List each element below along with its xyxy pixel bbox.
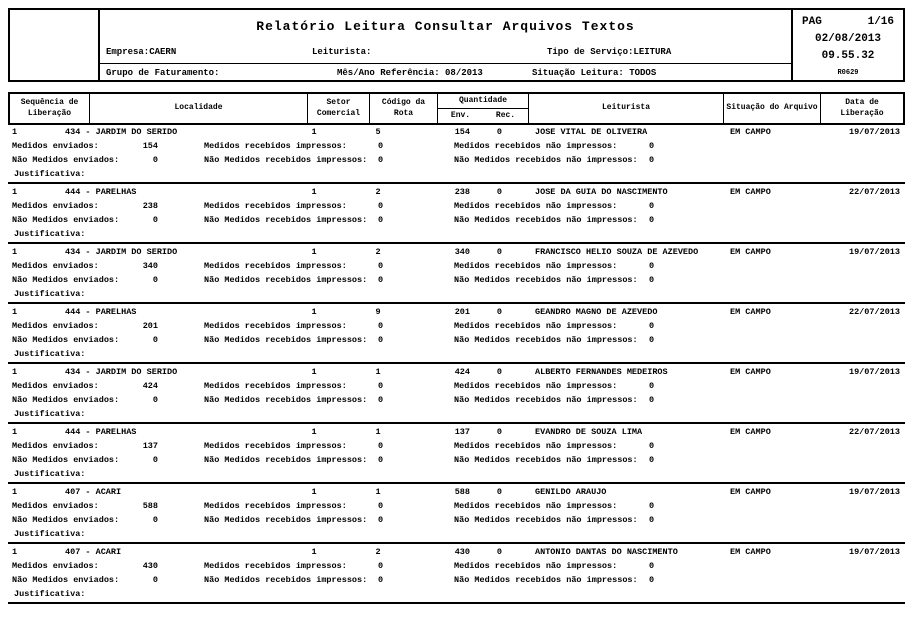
record-detail-row-nao-medidos	[8, 575, 905, 587]
record-detail-row-nao-medidos	[8, 395, 905, 407]
column-header-text: Liberação	[27, 108, 72, 118]
situacao-arquivo-value: EM CAMPO	[730, 187, 771, 197]
justificativa-label: Justificativa:	[14, 409, 86, 419]
nao-medidos-enviados-label: Não Medidos enviados:	[12, 395, 120, 405]
situacao-leitura-label: Situação Leitura:	[532, 68, 630, 78]
page-info-box	[791, 10, 903, 80]
record-justificativa-row	[8, 589, 905, 601]
quantidade-rec-value: 0	[496, 427, 502, 437]
empresa-value: CAERN	[149, 47, 177, 57]
data-liberacao-value: 22/07/2013	[848, 307, 900, 317]
report-code: R0629	[837, 69, 859, 77]
data-liberacao-value: 19/07/2013	[848, 487, 900, 497]
medidos-enviados-label: Medidos enviados:	[12, 141, 99, 151]
record-justificativa-row	[8, 169, 905, 181]
leiturista-name-value: FRANCISCO HELIO SOUZA DE AZEVEDO	[535, 247, 699, 257]
quantidade-env-value: 340	[454, 247, 470, 257]
nao-medidos-recebidos-impressos-label: Não Medidos recebidos impressos:	[204, 155, 368, 165]
sequencia-liberacao-value: 1	[12, 307, 18, 317]
medidos-recebidos-impressos-label: Medidos recebidos impressos:	[204, 381, 347, 391]
record-main-row	[8, 187, 905, 199]
sequencia-liberacao-value: 1	[12, 247, 18, 257]
nao-medidos-recebidos-nao-impressos-value: 0	[649, 515, 655, 525]
column-subheader-rec: Rec.	[495, 110, 516, 120]
medidos-recebidos-impressos-value: 0	[378, 381, 384, 391]
codigo-rota-value: 2	[375, 187, 381, 197]
record-justificativa-row	[8, 349, 905, 361]
setor-comercial-value: 1	[311, 367, 317, 377]
medidos-recebidos-impressos-value: 0	[378, 201, 384, 211]
record-detail-row-nao-medidos	[8, 515, 905, 527]
medidos-recebidos-nao-impressos-value: 0	[649, 141, 655, 151]
column-header-text: Rota	[393, 108, 414, 118]
medidos-recebidos-impressos-label: Medidos recebidos impressos:	[204, 261, 347, 271]
record-detail-row-medidos	[8, 201, 905, 213]
nao-medidos-recebidos-impressos-value: 0	[378, 395, 384, 405]
medidos-enviados-value: 137	[142, 441, 158, 451]
medidos-recebidos-nao-impressos-label: Medidos recebidos não impressos:	[454, 261, 618, 271]
record-detail-row-medidos	[8, 441, 905, 453]
nao-medidos-enviados-label: Não Medidos enviados:	[12, 275, 120, 285]
justificativa-label: Justificativa:	[14, 169, 86, 179]
quantidade-env-value: 424	[454, 367, 470, 377]
record-main-row	[8, 427, 905, 439]
medidos-enviados-label: Medidos enviados:	[12, 381, 99, 391]
nao-medidos-enviados-value: 0	[152, 515, 158, 525]
localidade-value: 434 - JARDIM DO SERIDO	[65, 367, 178, 377]
empresa-label: Empresa:	[106, 47, 150, 57]
medidos-recebidos-impressos-value: 0	[378, 321, 384, 331]
medidos-recebidos-impressos-value: 0	[378, 561, 384, 571]
column-header-text: Situação do Arquivo	[726, 103, 818, 113]
nao-medidos-enviados-value: 0	[152, 575, 158, 585]
setor-comercial-value: 1	[311, 487, 317, 497]
data-liberacao-value: 22/07/2013	[848, 187, 900, 197]
report-date: 02/08/2013	[814, 33, 881, 45]
medidos-recebidos-impressos-value: 0	[378, 441, 384, 451]
column-header-localidade	[90, 94, 308, 123]
sequencia-liberacao-value: 1	[12, 127, 18, 137]
justificativa-label: Justificativa:	[14, 589, 86, 599]
data-liberacao-value: 19/07/2013	[848, 547, 900, 557]
nao-medidos-recebidos-impressos-label: Não Medidos recebidos impressos:	[204, 215, 368, 225]
grupo-faturamento-field	[106, 68, 219, 78]
quantidade-rec-value: 0	[496, 307, 502, 317]
tipo-servico-field	[547, 47, 671, 57]
table-header-row	[8, 92, 905, 125]
medidos-recebidos-nao-impressos-label: Medidos recebidos não impressos:	[454, 141, 618, 151]
column-header-sequencia	[10, 94, 90, 123]
column-header-leiturista	[529, 94, 724, 123]
medidos-recebidos-impressos-value: 0	[378, 141, 384, 151]
nao-medidos-recebidos-nao-impressos-value: 0	[649, 335, 655, 345]
justificativa-label: Justificativa:	[14, 229, 86, 239]
record-main-row	[8, 247, 905, 259]
column-header-text: Liberação	[840, 108, 884, 118]
record-block	[8, 364, 905, 424]
codigo-rota-value: 2	[375, 547, 381, 557]
nao-medidos-recebidos-impressos-label: Não Medidos recebidos impressos:	[204, 275, 368, 285]
nao-medidos-recebidos-nao-impressos-value: 0	[649, 455, 655, 465]
column-header-text: Quantidade	[458, 95, 507, 105]
medidos-enviados-label: Medidos enviados:	[12, 441, 99, 451]
mes-ano-referencia-field	[337, 68, 483, 78]
medidos-recebidos-nao-impressos-label: Medidos recebidos não impressos:	[454, 441, 618, 451]
column-header-data-liberacao	[821, 94, 903, 123]
localidade-value: 444 - PARELHAS	[65, 187, 137, 197]
leiturista-name-value: JOSE DA GUIA DO NASCIMENTO	[535, 187, 668, 197]
nao-medidos-recebidos-nao-impressos-label: Não Medidos recebidos não impressos:	[454, 275, 638, 285]
nao-medidos-recebidos-nao-impressos-label: Não Medidos recebidos não impressos:	[454, 515, 638, 525]
nao-medidos-recebidos-nao-impressos-label: Não Medidos recebidos não impressos:	[454, 335, 638, 345]
record-main-row	[8, 307, 905, 319]
justificativa-label: Justificativa:	[14, 289, 86, 299]
nao-medidos-enviados-label: Não Medidos enviados:	[12, 155, 120, 165]
medidos-enviados-label: Medidos enviados:	[12, 261, 99, 271]
sequencia-liberacao-value: 1	[12, 187, 18, 197]
nao-medidos-recebidos-impressos-value: 0	[378, 575, 384, 585]
nao-medidos-enviados-value: 0	[152, 395, 158, 405]
leiturista-name-value: GEANDRO MAGNO DE AZEVEDO	[535, 307, 658, 317]
sequencia-liberacao-value: 1	[12, 487, 18, 497]
medidos-enviados-label: Medidos enviados:	[12, 561, 99, 571]
column-header-text: Código da	[381, 97, 426, 107]
nao-medidos-recebidos-impressos-value: 0	[378, 155, 384, 165]
record-block	[8, 244, 905, 304]
pag-label: PAG	[802, 16, 822, 28]
codigo-rota-value: 1	[375, 427, 381, 437]
codigo-rota-value: 2	[375, 247, 381, 257]
nao-medidos-enviados-label: Não Medidos enviados:	[12, 215, 120, 225]
setor-comercial-value: 1	[311, 547, 317, 557]
quantidade-rec-value: 0	[496, 367, 502, 377]
sequencia-liberacao-value: 1	[12, 367, 18, 377]
medidos-enviados-value: 238	[142, 201, 158, 211]
quantidade-env-value: 201	[454, 307, 470, 317]
nao-medidos-enviados-value: 0	[152, 215, 158, 225]
medidos-recebidos-nao-impressos-value: 0	[649, 321, 655, 331]
column-header-text: Comercial	[316, 108, 361, 118]
nao-medidos-enviados-label: Não Medidos enviados:	[12, 335, 120, 345]
quantidade-title	[438, 94, 528, 109]
nao-medidos-enviados-value: 0	[152, 455, 158, 465]
medidos-recebidos-impressos-label: Medidos recebidos impressos:	[204, 501, 347, 511]
quantidade-rec-value: 0	[496, 487, 502, 497]
record-justificativa-row	[8, 529, 905, 541]
medidos-recebidos-nao-impressos-label: Medidos recebidos não impressos:	[454, 381, 618, 391]
nao-medidos-recebidos-impressos-label: Não Medidos recebidos impressos:	[204, 335, 368, 345]
record-main-row	[8, 127, 905, 139]
situacao-arquivo-value: EM CAMPO	[730, 487, 771, 497]
nao-medidos-recebidos-impressos-value: 0	[378, 335, 384, 345]
column-header-setor-comercial	[308, 94, 370, 123]
record-detail-row-medidos	[8, 261, 905, 273]
nao-medidos-recebidos-nao-impressos-label: Não Medidos recebidos não impressos:	[454, 395, 638, 405]
quantidade-env-value: 430	[454, 547, 470, 557]
quantidade-subheaders	[438, 109, 528, 123]
record-detail-row-medidos	[8, 141, 905, 153]
record-detail-row-nao-medidos	[8, 275, 905, 287]
quantidade-env-value: 137	[454, 427, 470, 437]
leiturista-name-value: EVANDRO DE SOUZA LIMA	[535, 427, 643, 437]
codigo-rota-value: 1	[375, 487, 381, 497]
page-number	[802, 16, 894, 28]
record-block	[8, 304, 905, 364]
nao-medidos-recebidos-impressos-value: 0	[378, 275, 384, 285]
leiturista-name-value: ALBERTO FERNANDES MEDEIROS	[535, 367, 668, 377]
nao-medidos-recebidos-nao-impressos-label: Não Medidos recebidos não impressos:	[454, 455, 638, 465]
localidade-value: 444 - PARELHAS	[65, 427, 137, 437]
justificativa-label: Justificativa:	[14, 349, 86, 359]
medidos-enviados-value: 154	[142, 141, 158, 151]
column-header-text: Sequência de	[20, 97, 79, 107]
nao-medidos-recebidos-impressos-label: Não Medidos recebidos impressos:	[204, 515, 368, 525]
column-header-codigo-rota	[370, 94, 438, 123]
localidade-value: 407 - ACARI	[65, 487, 122, 497]
record-detail-row-medidos	[8, 381, 905, 393]
data-liberacao-value: 19/07/2013	[848, 247, 900, 257]
record-blocks	[8, 124, 905, 604]
record-justificativa-row	[8, 469, 905, 481]
medidos-enviados-label: Medidos enviados:	[12, 321, 99, 331]
record-justificativa-row	[8, 289, 905, 301]
setor-comercial-value: 1	[311, 127, 317, 137]
record-detail-row-medidos	[8, 561, 905, 573]
report-title: Relatório Leitura Consultar Arquivos Textos	[256, 19, 635, 34]
nao-medidos-recebidos-nao-impressos-label: Não Medidos recebidos não impressos:	[454, 215, 638, 225]
medidos-enviados-value: 340	[142, 261, 158, 271]
report-header-center	[100, 10, 791, 80]
setor-comercial-value: 1	[311, 187, 317, 197]
situacao-leitura-field	[532, 68, 656, 78]
nao-medidos-recebidos-impressos-label: Não Medidos recebidos impressos:	[204, 395, 368, 405]
sequencia-liberacao-value: 1	[12, 547, 18, 557]
localidade-value: 444 - PARELHAS	[65, 307, 137, 317]
report-time: 09.55.32	[821, 50, 875, 62]
medidos-recebidos-impressos-label: Medidos recebidos impressos:	[204, 441, 347, 451]
setor-comercial-value: 1	[311, 247, 317, 257]
column-header-text: Localidade	[174, 103, 223, 113]
quantidade-rec-value: 0	[496, 247, 502, 257]
nao-medidos-enviados-label: Não Medidos enviados:	[12, 575, 120, 585]
empresa-field	[106, 47, 176, 57]
nao-medidos-recebidos-impressos-label: Não Medidos recebidos impressos:	[204, 455, 368, 465]
column-header-text: Setor	[326, 97, 351, 107]
medidos-recebidos-nao-impressos-label: Medidos recebidos não impressos:	[454, 561, 618, 571]
nao-medidos-recebidos-nao-impressos-label: Não Medidos recebidos não impressos:	[454, 155, 638, 165]
localidade-value: 407 - ACARI	[65, 547, 122, 557]
situacao-arquivo-value: EM CAMPO	[730, 127, 771, 137]
codigo-rota-value: 1	[375, 367, 381, 377]
medidos-enviados-value: 588	[142, 501, 158, 511]
quantidade-env-value: 154	[454, 127, 470, 137]
nao-medidos-recebidos-impressos-label: Não Medidos recebidos impressos:	[204, 575, 368, 585]
nao-medidos-recebidos-nao-impressos-value: 0	[649, 395, 655, 405]
quantidade-rec-value: 0	[496, 127, 502, 137]
quantidade-rec-value: 0	[496, 547, 502, 557]
column-subheader-env: Env.	[450, 110, 471, 120]
localidade-value: 434 - JARDIM DO SERIDO	[65, 127, 178, 137]
nao-medidos-recebidos-nao-impressos-value: 0	[649, 215, 655, 225]
record-detail-row-nao-medidos	[8, 335, 905, 347]
situacao-arquivo-value: EM CAMPO	[730, 547, 771, 557]
nao-medidos-recebidos-impressos-value: 0	[378, 515, 384, 525]
data-liberacao-value: 22/07/2013	[848, 427, 900, 437]
setor-comercial-value: 1	[311, 427, 317, 437]
record-detail-row-medidos	[8, 501, 905, 513]
mes-ano-referencia-value: 08/2013	[445, 68, 483, 78]
medidos-recebidos-nao-impressos-label: Medidos recebidos não impressos:	[454, 501, 618, 511]
column-header-text: Leiturista	[601, 103, 650, 113]
nao-medidos-recebidos-impressos-value: 0	[378, 455, 384, 465]
report-header	[8, 8, 905, 82]
medidos-recebidos-nao-impressos-value: 0	[649, 261, 655, 271]
medidos-enviados-value: 201	[142, 321, 158, 331]
situacao-arquivo-value: EM CAMPO	[730, 307, 771, 317]
situacao-leitura-value: TODOS	[629, 68, 657, 78]
situacao-arquivo-value: EM CAMPO	[730, 247, 771, 257]
nao-medidos-enviados-label: Não Medidos enviados:	[12, 455, 120, 465]
data-liberacao-value: 19/07/2013	[848, 127, 900, 137]
justificativa-label: Justificativa:	[14, 529, 86, 539]
record-detail-row-nao-medidos	[8, 455, 905, 467]
tipo-servico-value: LEITURA	[633, 47, 672, 57]
medidos-enviados-value: 430	[142, 561, 158, 571]
nao-medidos-recebidos-impressos-value: 0	[378, 215, 384, 225]
record-block	[8, 184, 905, 244]
localidade-value: 434 - JARDIM DO SERIDO	[65, 247, 178, 257]
grupo-faturamento-label: Grupo de Faturamento:	[106, 68, 220, 78]
quantidade-env-value: 238	[454, 187, 470, 197]
nao-medidos-enviados-label: Não Medidos enviados:	[12, 515, 120, 525]
medidos-recebidos-nao-impressos-value: 0	[649, 201, 655, 211]
medidos-enviados-label: Medidos enviados:	[12, 201, 99, 211]
medidos-recebidos-impressos-label: Medidos recebidos impressos:	[204, 321, 347, 331]
record-detail-row-medidos	[8, 321, 905, 333]
codigo-rota-value: 5	[375, 127, 381, 137]
record-justificativa-row	[8, 409, 905, 421]
medidos-recebidos-impressos-label: Medidos recebidos impressos:	[204, 141, 347, 151]
medidos-recebidos-impressos-label: Medidos recebidos impressos:	[204, 201, 347, 211]
sequencia-liberacao-value: 1	[12, 427, 18, 437]
codigo-rota-value: 9	[375, 307, 381, 317]
data-liberacao-value: 19/07/2013	[848, 367, 900, 377]
medidos-recebidos-impressos-value: 0	[378, 501, 384, 511]
header-divider	[100, 63, 791, 64]
record-detail-row-nao-medidos	[8, 155, 905, 167]
medidos-recebidos-impressos-label: Medidos recebidos impressos:	[204, 561, 347, 571]
medidos-recebidos-nao-impressos-value: 0	[649, 441, 655, 451]
record-justificativa-row	[8, 229, 905, 241]
column-header-situacao-arquivo	[724, 94, 821, 123]
medidos-recebidos-nao-impressos-label: Medidos recebidos não impressos:	[454, 201, 618, 211]
nao-medidos-recebidos-nao-impressos-value: 0	[649, 275, 655, 285]
logo-placeholder	[10, 10, 100, 80]
medidos-recebidos-nao-impressos-label: Medidos recebidos não impressos:	[454, 321, 618, 331]
medidos-recebidos-nao-impressos-value: 0	[649, 501, 655, 511]
nao-medidos-enviados-value: 0	[152, 275, 158, 285]
medidos-enviados-label: Medidos enviados:	[12, 501, 99, 511]
column-header-quantidade	[438, 94, 529, 123]
setor-comercial-value: 1	[311, 307, 317, 317]
leiturista-name-value: ANTONIO DANTAS DO NASCIMENTO	[535, 547, 678, 557]
record-main-row	[8, 367, 905, 379]
medidos-recebidos-impressos-value: 0	[378, 261, 384, 271]
justificativa-label: Justificativa:	[14, 469, 86, 479]
record-block	[8, 484, 905, 544]
nao-medidos-recebidos-nao-impressos-value: 0	[649, 575, 655, 585]
tipo-servico-label: Tipo de Serviço:	[547, 47, 634, 57]
nao-medidos-recebidos-nao-impressos-value: 0	[649, 155, 655, 165]
nao-medidos-recebidos-nao-impressos-label: Não Medidos recebidos não impressos:	[454, 575, 638, 585]
record-block	[8, 424, 905, 484]
quantidade-env-value: 588	[454, 487, 470, 497]
situacao-arquivo-value: EM CAMPO	[730, 367, 771, 377]
leiturista-label: Leiturista:	[312, 47, 372, 57]
record-block	[8, 124, 905, 184]
nao-medidos-enviados-value: 0	[152, 335, 158, 345]
record-main-row	[8, 487, 905, 499]
situacao-arquivo-value: EM CAMPO	[730, 427, 771, 437]
mes-ano-referencia-label: Mês/Ano Referência:	[337, 68, 446, 78]
medidos-recebidos-nao-impressos-value: 0	[649, 561, 655, 571]
record-block	[8, 544, 905, 604]
quantidade-rec-value: 0	[496, 187, 502, 197]
medidos-recebidos-nao-impressos-value: 0	[649, 381, 655, 391]
medidos-enviados-value: 424	[142, 381, 158, 391]
record-detail-row-nao-medidos	[8, 215, 905, 227]
column-header-text: Data de	[845, 97, 879, 107]
leiturista-name-value: GENILDO ARAUJO	[535, 487, 607, 497]
leiturista-field	[312, 47, 371, 57]
pag-value: 1/16	[867, 16, 894, 28]
nao-medidos-enviados-value: 0	[152, 155, 158, 165]
leiturista-name-value: JOSE VITAL DE OLIVEIRA	[535, 127, 648, 137]
record-main-row	[8, 547, 905, 559]
